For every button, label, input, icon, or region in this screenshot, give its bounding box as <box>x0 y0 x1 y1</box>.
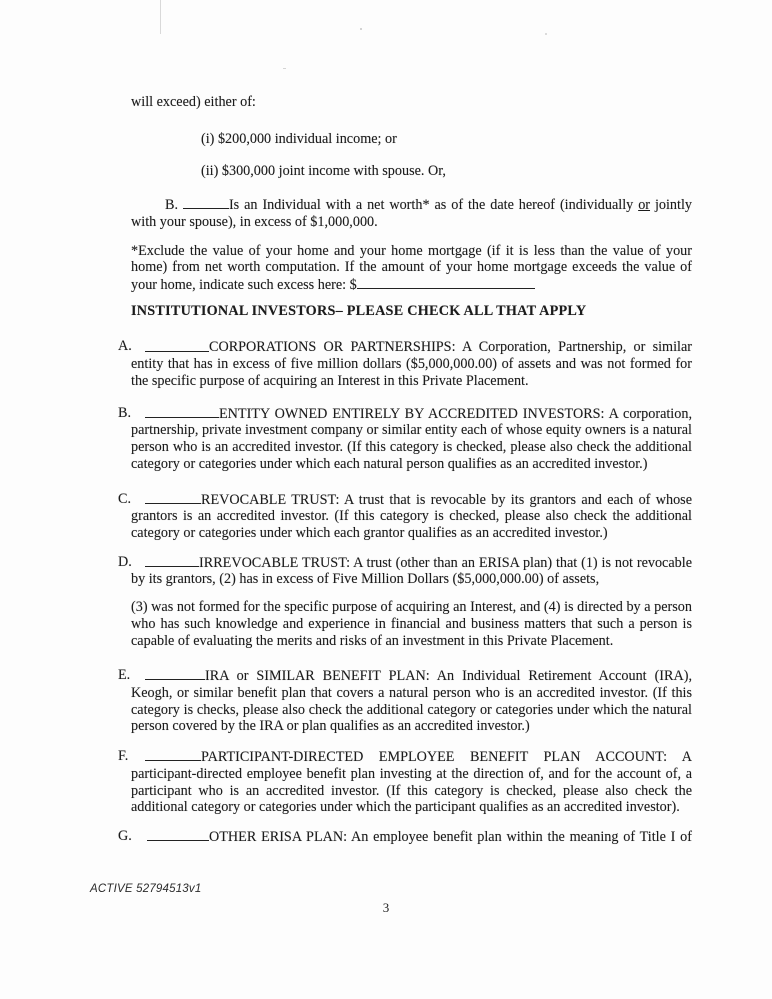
page-number: 3 <box>382 900 390 915</box>
item-paragraph-d-continued: (3) was not formed for the specific purpose of acquiring an Interest, and (4) is directed by a person who has such knowledge and experience in financial and business matters that such a person is capable of evaluating the merits and risks of an investment in this Private Placement. <box>131 599 692 649</box>
checklist-item-d <box>118 553 692 650</box>
footnote-text: *Exclude the value of your home and your home mortgage (if it is less than the value of your home) from net worth computation. If the amount of your home mortgage exceeds the value of your home, indicate such excess here: $ <box>131 242 692 294</box>
item-paragraph-c <box>131 491 692 542</box>
item-letter-c: C. <box>118 490 132 507</box>
check-blank-g[interactable] <box>147 828 209 841</box>
scan-artifact-speck <box>545 33 547 35</box>
document-id-stamp: ACTIVE 52794513v1 <box>90 883 202 895</box>
clause-b-or-word: or <box>638 197 651 214</box>
income-clause-i: (i) $200,000 individual income; or <box>201 130 397 147</box>
item-text-b: ENTITY OWNED ENTIRELY BY ACCREDITED INVESTORS: A corporation, partnership, private investment company or similar entity each of whose equity owners is a natural person who is an accredited investor. (If this category is checked, please also check the additional category or categories under which each natural person qualifies as an accredited investor.) <box>131 405 692 472</box>
item-paragraph-f <box>131 748 692 816</box>
item-letter-a: A. <box>118 338 132 355</box>
item-text-e: IRA or SIMILAR BENEFIT PLAN: An Individual Retirement Account (IRA), Keogh, or similar benefit plan that covers a natural person who is an accredited investor. (If this category is checks, please also check the additional category or categories under which the natural person covered by the IRA or plan qualifies as an accredited investor.) <box>131 668 692 735</box>
clause-b-text-end: jointly with your spouse), in excess of $1,000,000. <box>131 197 692 230</box>
item-text-a: CORPORATIONS OR PARTNERSHIPS: A Corporation, Partnership, or similar entity that has in excess of five million dollars ($5,000,000.00) of assets and was not formed for the specific purpose of acquiring an Interest in this Private Placement. <box>131 339 692 389</box>
checklist-item-c <box>118 490 692 542</box>
scan-artifact-speck <box>283 68 286 69</box>
check-blank-a[interactable] <box>145 338 209 351</box>
scan-artifact-line <box>160 0 161 34</box>
item-text-d: IRREVOCABLE TRUST: A trust (other than an ERISA plan) that (1) is not revocable by its grantors, (2) has in excess of Five Million Dollars ($5,000,000.00) of assets, <box>131 554 692 588</box>
scan-artifact-speck <box>360 28 362 30</box>
document-body <box>118 94 692 846</box>
check-blank-d[interactable] <box>145 554 199 567</box>
item-paragraph-b <box>131 405 692 473</box>
item-letter-b: B. <box>118 404 132 421</box>
item-paragraph-g <box>131 828 692 846</box>
checklist-item-b <box>118 404 692 473</box>
check-blank-b[interactable] <box>145 405 219 418</box>
net-worth-footnote <box>131 243 692 294</box>
item-paragraph-a <box>131 338 692 389</box>
item-letter-g: G. <box>118 828 132 844</box>
item-text-c: REVOCABLE TRUST: A trust that is revocable by its grantors and each of whose grantors is an accredited investor. (If this category is checked, please also check the additional category or categories under which each grantor qualifies as an accredited investor.) <box>131 491 692 541</box>
item-paragraph-d <box>131 554 692 588</box>
item-text-g: OTHER ERISA PLAN: An employee benefit plan within the meaning of Title I of <box>209 829 692 846</box>
excess-amount-blank[interactable] <box>357 276 535 289</box>
checklist-item-g <box>118 828 692 846</box>
checklist-item-a <box>118 338 692 389</box>
check-blank-f[interactable] <box>145 748 201 761</box>
income-clause-ii: (ii) $300,000 joint income with spouse. Or, <box>201 163 446 180</box>
check-blank-e[interactable] <box>145 667 205 680</box>
item-letter-f: F. <box>118 748 129 765</box>
intro-line: will exceed) either of: <box>131 94 256 110</box>
net-worth-clause <box>131 196 692 230</box>
item-paragraph-e <box>131 667 692 735</box>
clause-b-label: B. <box>165 197 179 214</box>
item-letter-d: D. <box>118 553 132 570</box>
clause-b-text-start: Is an Individual with a net worth* as of the date hereof (individually <box>228 197 639 214</box>
section-heading: INSTITUTIONAL INVESTORS– PLEASE CHECK ALL THAT APPLY <box>131 302 587 319</box>
net-worth-check-blank[interactable] <box>183 196 229 209</box>
checklist-item-e <box>118 667 692 735</box>
checklist-item-f <box>118 748 692 816</box>
item-text-f: PARTICIPANT-DIRECTED EMPLOYEE BENEFIT PLAN ACCOUNT: A participant-directed employee benefit plan investing at the direction of, and for the account of, a participant who is an accredited investor. (If this category is checked, please also check the additional category or categories under which the participant qualifies as an accredited investor). <box>131 749 692 816</box>
check-blank-c[interactable] <box>145 491 201 504</box>
item-letter-e: E. <box>118 667 131 684</box>
